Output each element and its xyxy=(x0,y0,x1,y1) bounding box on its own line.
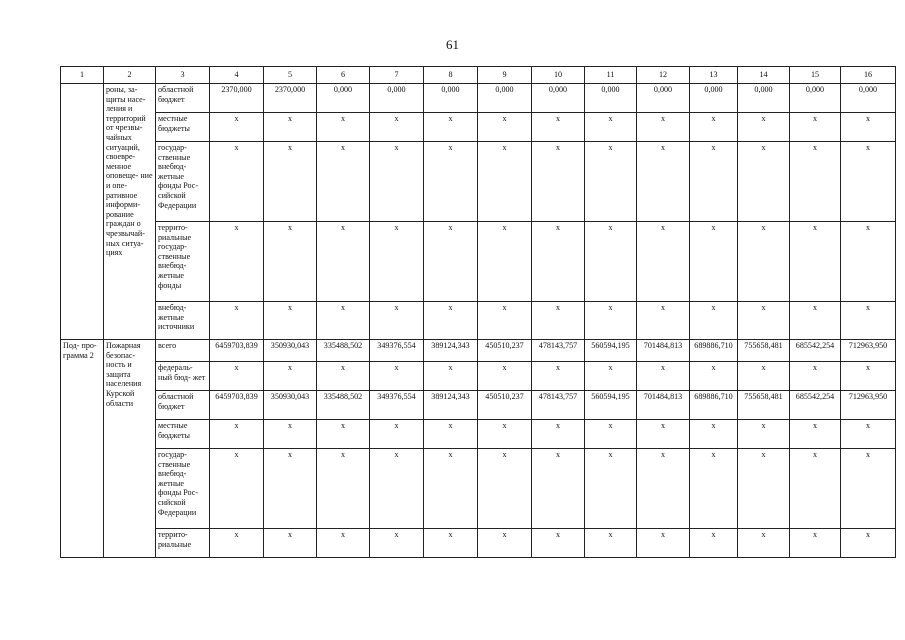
value-cell: x xyxy=(532,222,585,302)
value-cell: x xyxy=(585,222,637,302)
value-cell: x xyxy=(532,362,585,391)
program-code-cell: Под- про- грамма 2 xyxy=(61,340,104,558)
value-cell: x xyxy=(317,449,370,529)
value-cell: 0,000 xyxy=(637,84,690,113)
value-cell: x xyxy=(317,529,370,558)
value-cell: x xyxy=(264,362,317,391)
budget-row xyxy=(61,420,896,449)
value-cell: x xyxy=(790,142,841,222)
page-number: 61 xyxy=(446,37,459,52)
value-cell: 755658,481 xyxy=(738,340,790,362)
value-cell: x xyxy=(841,113,896,142)
funding-source-cell: местные бюджеты xyxy=(156,420,210,449)
value-cell: x xyxy=(478,113,532,142)
value-cell: x xyxy=(532,449,585,529)
value-cell: x xyxy=(690,302,738,340)
value-cell: x xyxy=(210,362,264,391)
value-cell: 0,000 xyxy=(370,84,424,113)
value-cell: x xyxy=(841,420,896,449)
value-cell: 685542,254 xyxy=(790,391,841,420)
column-number: 9 xyxy=(478,67,532,84)
value-cell: x xyxy=(424,449,478,529)
value-cell: x xyxy=(478,420,532,449)
budget-row xyxy=(61,340,896,362)
column-number: 16 xyxy=(841,67,896,84)
value-cell: 689886,710 xyxy=(690,391,738,420)
value-cell: x xyxy=(210,529,264,558)
value-cell: 349376,554 xyxy=(370,391,424,420)
value-cell: x xyxy=(637,420,690,449)
value-cell: x xyxy=(790,302,841,340)
value-cell: x xyxy=(210,113,264,142)
column-number: 15 xyxy=(790,67,841,84)
value-cell: x xyxy=(317,302,370,340)
value-cell: x xyxy=(690,529,738,558)
value-cell: x xyxy=(210,142,264,222)
value-cell: x xyxy=(637,529,690,558)
value-cell: x xyxy=(317,362,370,391)
value-cell: 478143,757 xyxy=(532,391,585,420)
value-cell: 560594,195 xyxy=(585,391,637,420)
budget-row xyxy=(61,84,896,113)
budget-row xyxy=(61,222,896,302)
value-cell: x xyxy=(841,529,896,558)
value-cell: x xyxy=(264,529,317,558)
value-cell: x xyxy=(790,529,841,558)
value-cell: 350930,043 xyxy=(264,340,317,362)
value-cell: 0,000 xyxy=(532,84,585,113)
value-cell: x xyxy=(532,529,585,558)
value-cell: 0,000 xyxy=(738,84,790,113)
value-cell: x xyxy=(790,420,841,449)
value-cell: x xyxy=(317,142,370,222)
budget-row xyxy=(61,302,896,340)
value-cell: x xyxy=(264,420,317,449)
value-cell: x xyxy=(841,449,896,529)
funding-source-cell: областной бюджет xyxy=(156,391,210,420)
value-cell: x xyxy=(424,362,478,391)
value-cell: 0,000 xyxy=(790,84,841,113)
value-cell: x xyxy=(585,142,637,222)
value-cell: x xyxy=(264,302,317,340)
value-cell: x xyxy=(585,113,637,142)
value-cell: x xyxy=(738,113,790,142)
value-cell: x xyxy=(478,529,532,558)
budget-row xyxy=(61,391,896,420)
value-cell: x xyxy=(738,302,790,340)
value-cell: x xyxy=(690,142,738,222)
value-cell: x xyxy=(317,113,370,142)
value-cell: x xyxy=(478,302,532,340)
value-cell: x xyxy=(790,449,841,529)
value-cell: x xyxy=(585,529,637,558)
value-cell: x xyxy=(585,302,637,340)
value-cell: x xyxy=(738,529,790,558)
budget-row xyxy=(61,142,896,222)
value-cell: x xyxy=(424,420,478,449)
value-cell: x xyxy=(637,222,690,302)
value-cell: 712963,950 xyxy=(841,340,896,362)
program-code-cell xyxy=(61,84,104,340)
budget-table xyxy=(60,66,896,558)
value-cell: 0,000 xyxy=(585,84,637,113)
column-number: 8 xyxy=(424,67,478,84)
value-cell: 450510,237 xyxy=(478,391,532,420)
column-number: 5 xyxy=(264,67,317,84)
value-cell: x xyxy=(370,302,424,340)
value-cell: x xyxy=(317,420,370,449)
value-cell: x xyxy=(841,362,896,391)
value-cell: x xyxy=(637,362,690,391)
value-cell: 0,000 xyxy=(424,84,478,113)
value-cell: x xyxy=(370,222,424,302)
value-cell: x xyxy=(478,142,532,222)
funding-source-cell: федераль- ный бюд- жет xyxy=(156,362,210,391)
value-cell: x xyxy=(637,302,690,340)
value-cell: x xyxy=(478,362,532,391)
column-number: 4 xyxy=(210,67,264,84)
value-cell: x xyxy=(532,420,585,449)
value-cell: x xyxy=(264,142,317,222)
value-cell: 389124,343 xyxy=(424,391,478,420)
value-cell: 0,000 xyxy=(317,84,370,113)
column-number: 12 xyxy=(637,67,690,84)
value-cell: 450510,237 xyxy=(478,340,532,362)
value-cell: 560594,195 xyxy=(585,340,637,362)
value-cell: x xyxy=(210,222,264,302)
value-cell: 701484,813 xyxy=(637,340,690,362)
value-cell: 701484,813 xyxy=(637,391,690,420)
value-cell: x xyxy=(424,222,478,302)
value-cell: x xyxy=(478,449,532,529)
funding-source-cell: государ- ственные внебюд- жетные фонды Рос- сийской Федерации xyxy=(156,142,210,222)
value-cell: x xyxy=(317,222,370,302)
funding-source-cell: всего xyxy=(156,340,210,362)
value-cell: x xyxy=(264,449,317,529)
funding-source-cell: террито- риальные xyxy=(156,529,210,558)
value-cell: 0,000 xyxy=(690,84,738,113)
column-number-row xyxy=(61,67,896,84)
value-cell: x xyxy=(738,449,790,529)
value-cell: x xyxy=(264,222,317,302)
value-cell: x xyxy=(841,142,896,222)
value-cell: x xyxy=(424,113,478,142)
column-number: 10 xyxy=(532,67,585,84)
value-cell: 0,000 xyxy=(478,84,532,113)
value-cell: 6459703,839 xyxy=(210,340,264,362)
value-cell: x xyxy=(210,302,264,340)
budget-row xyxy=(61,449,896,529)
value-cell: x xyxy=(210,449,264,529)
value-cell: x xyxy=(738,222,790,302)
value-cell: 2370,000 xyxy=(210,84,264,113)
value-cell: 335488,502 xyxy=(317,340,370,362)
funding-source-cell: террито- риальные государ- ственные внебюд- жетные фонды xyxy=(156,222,210,302)
value-cell: 685542,254 xyxy=(790,340,841,362)
value-cell: x xyxy=(690,113,738,142)
value-cell: x xyxy=(370,420,424,449)
value-cell: x xyxy=(210,420,264,449)
value-cell: x xyxy=(424,302,478,340)
value-cell: 2370,000 xyxy=(264,84,317,113)
value-cell: x xyxy=(637,142,690,222)
funding-source-cell: государ- ственные внебюд- жетные фонды Рос- сийской Федерации xyxy=(156,449,210,529)
column-number: 6 xyxy=(317,67,370,84)
value-cell: 335488,502 xyxy=(317,391,370,420)
column-number: 11 xyxy=(585,67,637,84)
value-cell: 478143,757 xyxy=(532,340,585,362)
value-cell: x xyxy=(790,222,841,302)
value-cell: x xyxy=(585,420,637,449)
column-number: 1 xyxy=(61,67,104,84)
value-cell: 349376,554 xyxy=(370,340,424,362)
column-number: 3 xyxy=(156,67,210,84)
budget-row xyxy=(61,529,896,558)
value-cell: 712963,950 xyxy=(841,391,896,420)
value-cell: x xyxy=(370,113,424,142)
value-cell: x xyxy=(738,362,790,391)
value-cell: x xyxy=(370,449,424,529)
value-cell: 755658,481 xyxy=(738,391,790,420)
column-number: 13 xyxy=(690,67,738,84)
value-cell: 6459703,839 xyxy=(210,391,264,420)
value-cell: x xyxy=(841,302,896,340)
value-cell: 689886,710 xyxy=(690,340,738,362)
value-cell: x xyxy=(370,142,424,222)
value-cell: x xyxy=(424,529,478,558)
value-cell: x xyxy=(738,420,790,449)
column-number: 14 xyxy=(738,67,790,84)
value-cell: 350930,043 xyxy=(264,391,317,420)
value-cell: x xyxy=(637,113,690,142)
value-cell: 389124,343 xyxy=(424,340,478,362)
value-cell: x xyxy=(532,113,585,142)
value-cell: x xyxy=(532,142,585,222)
funding-source-cell: областной бюджет xyxy=(156,84,210,113)
funding-source-cell: внебюд- жетные источники xyxy=(156,302,210,340)
value-cell: x xyxy=(370,529,424,558)
value-cell: x xyxy=(738,142,790,222)
value-cell: x xyxy=(478,222,532,302)
value-cell: x xyxy=(841,222,896,302)
value-cell: x xyxy=(637,449,690,529)
value-cell: x xyxy=(690,420,738,449)
program-name-cell: Пожарная безопас- ность и защита населения Курской области xyxy=(104,340,156,558)
value-cell: 0,000 xyxy=(841,84,896,113)
value-cell: x xyxy=(585,362,637,391)
value-cell: x xyxy=(690,449,738,529)
value-cell: x xyxy=(790,362,841,391)
column-number: 7 xyxy=(370,67,424,84)
value-cell: x xyxy=(264,113,317,142)
value-cell: x xyxy=(690,222,738,302)
funding-source-cell: местные бюджеты xyxy=(156,113,210,142)
value-cell: x xyxy=(585,449,637,529)
value-cell: x xyxy=(370,362,424,391)
budget-row xyxy=(61,113,896,142)
budget-row xyxy=(61,362,896,391)
value-cell: x xyxy=(532,302,585,340)
value-cell: x xyxy=(790,113,841,142)
program-name-cell: роны, за- щиты насе- ления и территорий от чрезвы- чайных ситуаций, своевре- менное оповеще- ние и опе- ративное информи- рование граждан о чрезвычай- ных ситуа- циях xyxy=(104,84,156,340)
value-cell: x xyxy=(690,362,738,391)
value-cell: x xyxy=(424,142,478,222)
column-number: 2 xyxy=(104,67,156,84)
